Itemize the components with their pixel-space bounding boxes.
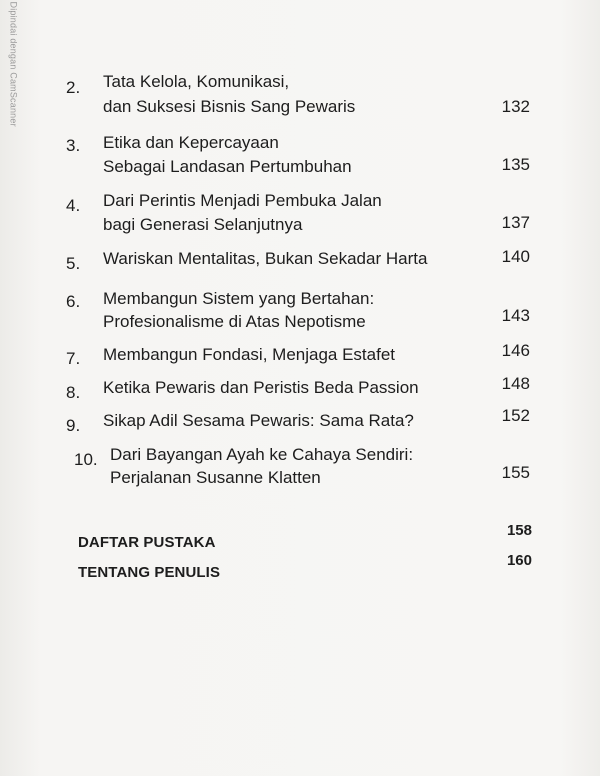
entry-title-line: dan Suksesi Bisnis Sang Pewaris xyxy=(103,97,356,116)
entry-page-number: 135 xyxy=(501,155,530,174)
entry-title-line: Sebagai Landasan Pertumbuhan xyxy=(103,157,352,176)
entry-page-number: 132 xyxy=(501,97,530,116)
entry-number: 8. xyxy=(66,383,81,402)
entry-page-number: 146 xyxy=(501,341,530,360)
entry-number: 4. xyxy=(66,196,81,215)
entry-number: 2. xyxy=(66,78,81,97)
entry-page-number: 140 xyxy=(501,247,530,266)
entry-number: 9. xyxy=(66,416,81,435)
watermark-text: Dipindai dengan CamScanner xyxy=(8,1,19,127)
entry-page-number: 148 xyxy=(501,374,530,393)
entry-number: 3. xyxy=(66,136,81,155)
bibliography-page-number: 158 xyxy=(506,522,532,539)
entry-title-line: Etika dan Kepercayaan xyxy=(103,133,279,152)
bibliography-title: DAFTAR PUSTAKA xyxy=(78,534,216,551)
entry-title-line: Dari Perintis Menjadi Pembuka Jalan xyxy=(103,191,382,210)
entry-number: 6. xyxy=(66,292,81,311)
entry-title-line: Wariskan Mentalitas, Bukan Sekadar Harta xyxy=(103,249,428,268)
entry-title-line: Dari Bayangan Ayah ke Cahaya Sendiri: xyxy=(110,445,414,464)
about-author-page-number: 160 xyxy=(506,552,532,569)
entry-number: 7. xyxy=(66,349,81,368)
entry-title-line: bagi Generasi Selanjutnya xyxy=(103,215,303,234)
entry-title-line: Sikap Adil Sesama Pewaris: Sama Rata? xyxy=(103,411,414,430)
about-author-title: TENTANG PENULIS xyxy=(78,564,221,581)
entry-page-number: 155 xyxy=(501,463,530,482)
entry-title-line: Profesionalisme di Atas Nepotisme xyxy=(103,312,366,331)
entry-title-line: Ketika Pewaris dan Peristis Beda Passion xyxy=(103,378,419,397)
entry-title-line: Perjalanan Susanne Klatten xyxy=(110,468,321,487)
entry-number: 10. xyxy=(74,450,98,469)
entry-title-line: Membangun Sistem yang Bertahan: xyxy=(103,289,375,308)
entry-number: 5. xyxy=(66,254,81,273)
entry-page-number: 152 xyxy=(501,406,530,425)
entry-title-line: Membangun Fondasi, Menjaga Estafet xyxy=(103,345,396,364)
entry-page-number: 143 xyxy=(501,306,530,325)
entry-title-line: Tata Kelola, Komunikasi, xyxy=(103,72,290,91)
entry-page-number: 137 xyxy=(501,213,530,232)
